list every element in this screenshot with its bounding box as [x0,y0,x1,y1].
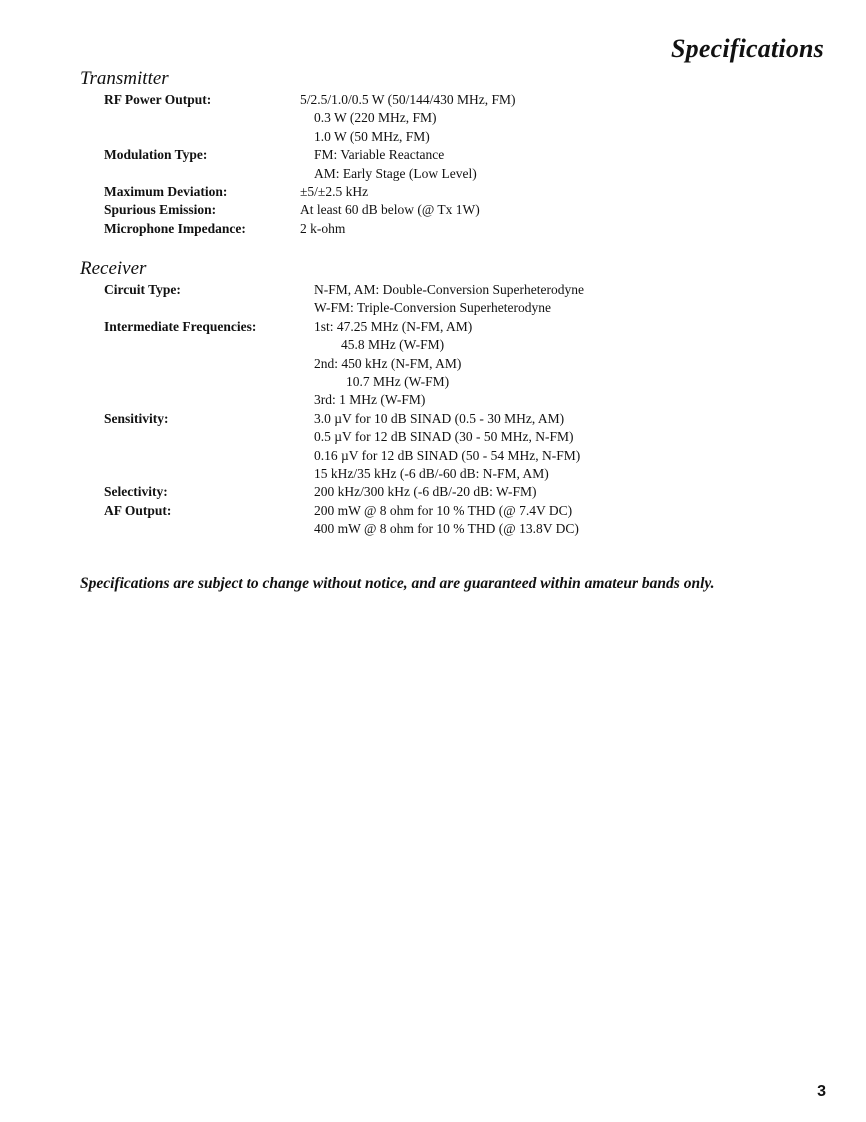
spec-row-microphone-impedance [104,220,664,238]
spec-row-rf-power-output [104,91,664,146]
spec-value: 2nd: 450 kHz (N-FM, AM) [314,355,462,371]
spec-value: 0.16 µV for 12 dB SINAD (50 - 54 MHz, N-FM) [314,447,581,463]
section-title-transmitter: Transmitter [80,68,169,89]
spec-value: 0.5 µV for 12 dB SINAD (30 - 50 MHz, N-FM) [314,429,574,445]
spec-row-circuit-type [104,281,664,318]
spec-row-spurious-emission [104,201,664,219]
spec-values [300,183,664,201]
spec-value: W-FM: Triple-Conversion Superheterodyne [314,300,551,316]
spec-value: 200 kHz/300 kHz (-6 dB/-20 dB: W-FM) [314,484,537,500]
spec-value: N-FM, AM: Double-Conversion Superheterodyne [314,282,584,297]
spec-values [300,483,664,501]
spec-value: 400 mW @ 8 ohm for 10 % THD (@ 13.8V DC) [314,521,579,537]
spec-row-sensitivity [104,410,664,484]
spec-value: 10.7 MHz (W-FM) [346,374,450,390]
spec-value: 1st: 47.25 MHz (N-FM, AM) [314,318,473,334]
specifications-disclaimer: Specifications are subject to change without notice, and are guaranteed within amateur bands only. [80,575,715,592]
spec-value: AM: Early Stage (Low Level) [314,165,477,181]
spec-label: AF Output: [104,502,172,518]
spec-values [300,281,664,318]
spec-value: 3rd: 1 MHz (W-FM) [314,392,426,408]
spec-value: 0.3 W (220 MHz, FM) [314,110,437,126]
spec-values [300,146,664,183]
spec-value: FM: Variable Reactance [314,147,445,163]
spec-values [300,318,664,410]
spec-value: 200 mW @ 8 ohm for 10 % THD (@ 7.4V DC) [314,502,573,518]
spec-value: At least 60 dB below (@ Tx 1W) [300,202,480,218]
spec-row-selectivity [104,483,664,501]
spec-value: 1.0 W (50 MHz, FM) [314,128,430,144]
spec-label: Sensitivity: [104,410,169,426]
spec-values [300,201,664,219]
spec-values [300,502,664,539]
spec-values [300,220,664,238]
spec-label: Maximum Deviation: [104,184,228,200]
section-title-receiver: Receiver [80,258,147,279]
spec-row-intermediate-frequencies [104,318,664,410]
spec-values [300,91,664,146]
page-header-title: Specifications [670,34,824,63]
spec-label: Circuit Type: [104,282,181,297]
spec-row-modulation-type [104,146,664,183]
transmitter-spec-table [104,91,664,238]
spec-row-af-output [104,502,664,539]
spec-value: 45.8 MHz (W-FM) [341,337,445,353]
spec-label: Microphone Impedance: [104,220,246,236]
spec-value: 3.0 µV for 10 dB SINAD (0.5 - 30 MHz, AM) [314,410,565,426]
spec-label: Selectivity: [104,484,168,500]
spec-label: Intermediate Frequencies: [104,318,257,334]
spec-label: Modulation Type: [104,147,208,163]
page-number: 3 [817,1083,826,1100]
spec-label: Spurious Emission: [104,202,217,218]
spec-value: 2 k-ohm [300,220,346,236]
spec-row-maximum-deviation [104,183,664,201]
spec-values [300,410,664,484]
receiver-spec-table [104,281,664,539]
spec-value: ±5/±2.5 kHz [300,184,369,200]
spec-value: 5/2.5/1.0/0.5 W (50/144/430 MHz, FM) [300,92,516,107]
spec-label: RF Power Output: [104,92,212,107]
spec-value: 15 kHz/35 kHz (-6 dB/-60 dB: N-FM, AM) [314,466,549,482]
